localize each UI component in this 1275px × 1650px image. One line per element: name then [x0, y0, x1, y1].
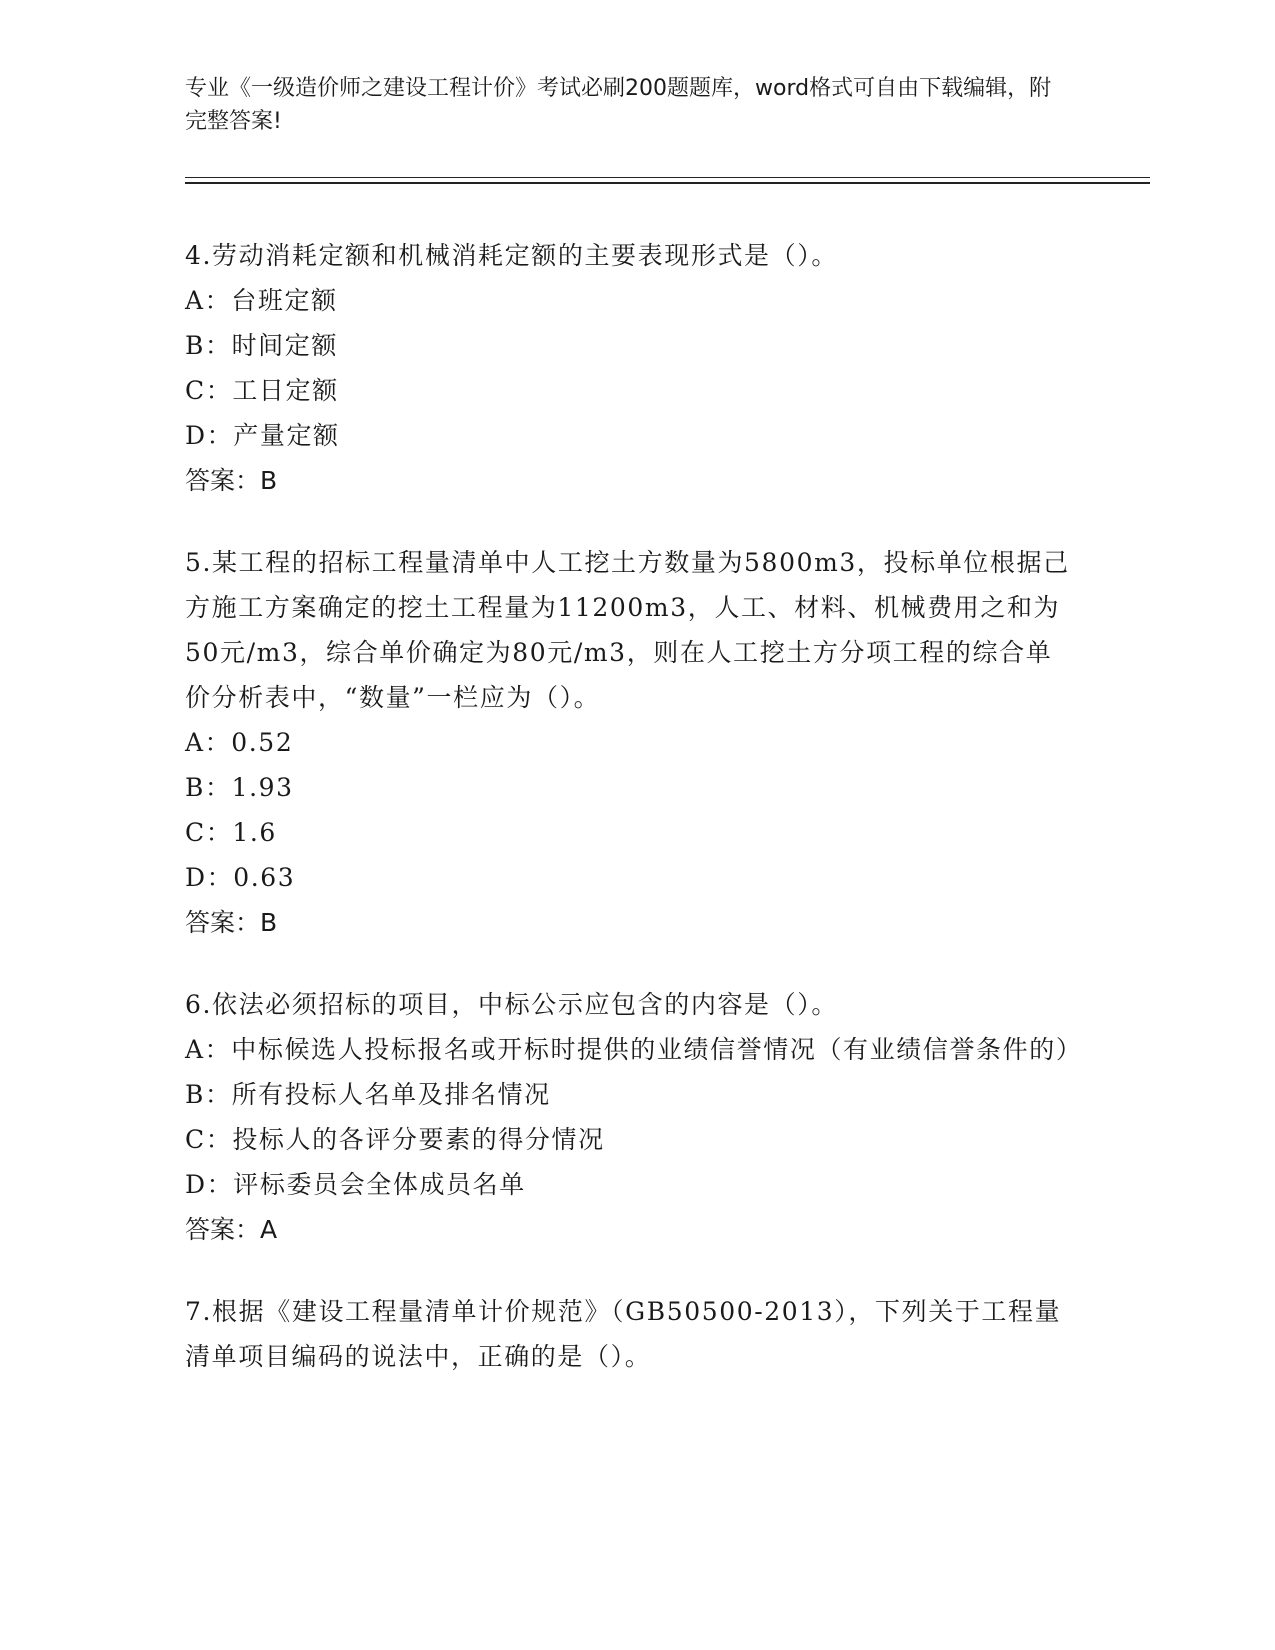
- question-stem: 7.根据《建设工程量清单计价规范》（GB50500-2013），下列关于工程量清单项目编码的说法中，正确的是（）。: [185, 1297, 1062, 1371]
- question-stem: 5.某工程的招标工程量清单中人工挖土方数量为5800m3，投标单位根据己方施工方案确定的挖土工程量为11200m3，人工、材料、机械费用之和为50元/m3，综合单价确定为80元/m3，则在人工挖土方分项工程的综合单价分析表中，“数量”一栏应为（）。: [185, 548, 1070, 712]
- question-7: [185, 1289, 1075, 1379]
- document-header: 专业《一级造价师之建设工程计价》考试必刷200题题库，word格式可自由下载编辑，附完整答案!: [185, 76, 1052, 134]
- answer-line: 答案：B: [185, 466, 278, 495]
- question-6: [185, 982, 1083, 1252]
- question-5: [185, 540, 1075, 945]
- option-d: D：评标委员会全体成员名单: [185, 1170, 526, 1199]
- option-c: C：工日定额: [185, 376, 339, 405]
- question-4: [185, 233, 1075, 503]
- option-d: D：0.63: [185, 863, 296, 892]
- option-b: B：时间定额: [185, 331, 338, 360]
- option-a: A：0.52: [185, 728, 294, 757]
- header-divider-thin: [185, 177, 1150, 178]
- question-stem: 4.劳动消耗定额和机械消耗定额的主要表现形式是（）。: [185, 241, 838, 270]
- option-a: A：中标候选人投标报名或开标时提供的业绩信誉情况（有业绩信誉条件的）: [185, 1035, 1083, 1064]
- header-divider-thick: [185, 182, 1150, 184]
- option-c: C：1.6: [185, 818, 277, 847]
- answer-line: 答案：B: [185, 908, 278, 937]
- question-stem: 6.依法必须招标的项目，中标公示应包含的内容是（）。: [185, 990, 838, 1019]
- option-b: B：所有投标人名单及排名情况: [185, 1080, 551, 1109]
- option-c: C：投标人的各评分要素的得分情况: [185, 1125, 605, 1154]
- option-b: B：1.93: [185, 773, 294, 802]
- answer-line: 答案：A: [185, 1215, 278, 1244]
- option-a: A：台班定额: [185, 286, 338, 315]
- question-list: [185, 233, 1083, 1416]
- option-d: D：产量定额: [185, 421, 340, 450]
